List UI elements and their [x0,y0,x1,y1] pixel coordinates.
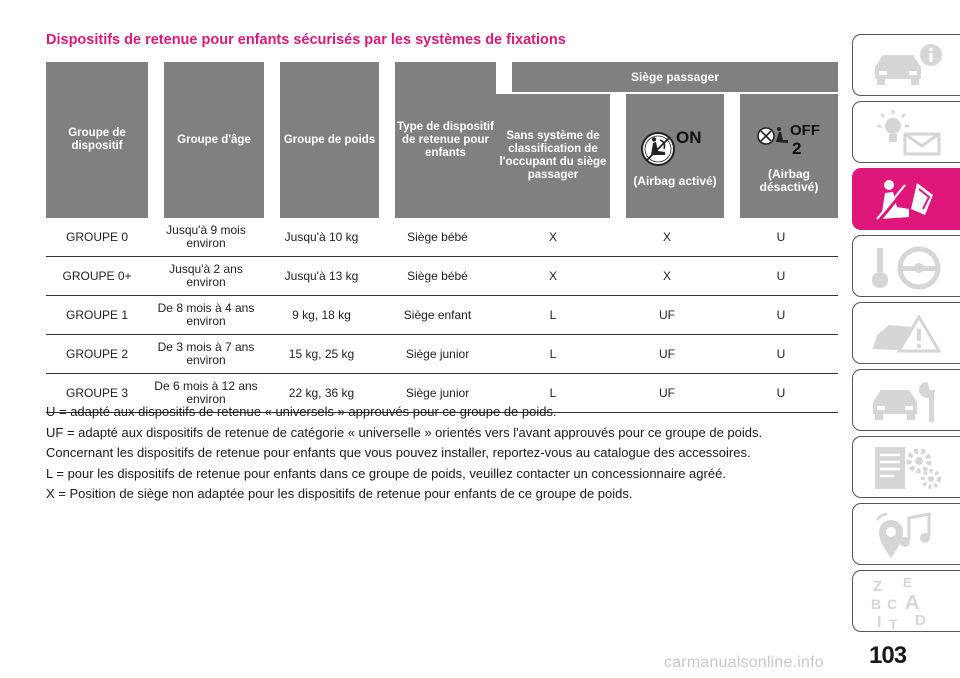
legend-item: L = pour les dispositifs de retenue pour enfants dans ce groupe de poids, veuillez contacter un concessionnaire agréé. [46,465,726,481]
cell-airbag-on: UF [610,374,724,413]
cell-airbag-on: UF [610,335,724,374]
table-row [46,218,838,257]
header-age: Groupe d'âge [148,62,264,218]
page-number: 103 [869,642,907,669]
cell-type: Siège bébé [379,257,496,296]
cell-age: Jusqu'à 9 mois environ [148,218,264,257]
header-passenger-seat: Siège passager [496,62,838,94]
cell-group: GROUPE 1 [46,296,148,335]
svg-text:A: A [905,592,920,614]
table-header-row [46,62,838,94]
cell-no-class: L [496,296,610,335]
svg-text:Z: Z [873,578,883,595]
cell-airbag-on: X [610,257,724,296]
header-no-classification: Sans système de classification de l'occupant du siège passager [496,94,610,218]
technical-data-icon [869,443,949,493]
tab-emergency[interactable] [852,302,960,364]
table-row [46,296,838,335]
cell-weight: 15 kg, 25 kg [264,335,379,374]
cell-type: Siège enfant [379,296,496,335]
cell-type: Siège bébé [379,218,496,257]
cell-no-class: X [496,218,610,257]
airbag-off-label: (Airbag désactivé) [759,167,819,194]
cell-age: De 3 mois à 7 ans environ [148,335,264,374]
tab-car-info[interactable] [852,34,960,96]
steering-key-icon [869,242,949,292]
cell-airbag-off: U [724,296,838,335]
table-row [46,257,838,296]
safety-airbag-icon [869,175,949,225]
cell-airbag-off: U [724,218,838,257]
cell-age: Jusqu'à 2 ans environ [148,257,264,296]
cell-group: GROUPE 3 [46,374,148,413]
legend-item: Concernant les dispositifs de retenue pour enfants que vous pouvez installer, reportez-vous au catalogue des accessoires. [46,445,751,461]
maintenance-icon [869,376,949,426]
cell-age: De 6 mois à 12 ans environ [148,374,264,413]
cell-weight: 22 kg, 36 kg [264,374,379,413]
cell-type: Siège junior [379,335,496,374]
watermark: carmanualsonline.info [664,654,824,671]
cell-weight: Jusqu'à 10 kg [264,218,379,257]
airbag-off-icon [750,118,828,162]
child-seat-table [46,62,838,413]
tab-multimedia[interactable] [852,503,960,565]
legend-item: UF = adapté aux dispositifs de retenue de catégorie « universelle » orientés vers l'avant approuvés pour ce groupe de poids. [46,424,763,440]
tab-warning-lights[interactable] [852,101,960,163]
cell-group: GROUPE 0 [46,218,148,257]
cell-no-class: X [496,257,610,296]
warning-lights-icon [869,108,949,158]
tab-index[interactable] [852,570,960,632]
cell-no-class: L [496,335,610,374]
svg-text:I: I [877,614,882,631]
cell-no-class: L [496,374,610,413]
airbag-on-icon [636,125,714,169]
cell-airbag-off: U [724,374,838,413]
emergency-icon [869,309,949,359]
legend-item: X = Position de siège non adaptée pour les dispositifs de retenue pour enfants de ce groupe de poids. [46,486,633,502]
cell-type: Siège junior [379,374,496,413]
cell-airbag-on: X [610,218,724,257]
page-title: Dispositifs de retenue pour enfants sécurisés par les systèmes de fixations [46,32,566,48]
tab-maintenance[interactable] [852,369,960,431]
svg-text:OFF: OFF [790,122,820,139]
legend-item: U = adapté aux dispositifs de retenue « universels » approuvés pour ce groupe de poids. [46,404,557,419]
header-airbag-on [610,94,724,218]
tab-safety[interactable] [852,168,960,230]
cell-weight: Jusqu'à 13 kg [264,257,379,296]
svg-text:T: T [889,616,898,632]
svg-text:B: B [871,596,882,612]
svg-text:E: E [903,577,912,590]
cell-group: GROUPE 0+ [46,257,148,296]
cell-airbag-on: UF [610,296,724,335]
header-weight: Groupe de poids [264,62,379,218]
multimedia-icon [869,510,949,560]
cell-airbag-off: U [724,257,838,296]
chapter-sidebar [852,34,960,678]
header-type: Type de dispositif de retenue pour enfants [379,62,496,218]
cell-age: De 8 mois à 4 ans environ [148,296,264,335]
header-airbag-off [724,94,838,218]
svg-text:C: C [887,596,898,612]
tab-starting-driving[interactable] [852,235,960,297]
cell-weight: 9 kg, 18 kg [264,296,379,335]
index-icon [869,577,949,633]
svg-text:ON: ON [676,127,702,147]
svg-text:2: 2 [792,139,802,158]
tab-technical-data[interactable] [852,436,960,498]
car-info-icon [869,41,949,91]
cell-airbag-off: U [724,335,838,374]
svg-text:D: D [915,612,926,629]
airbag-on-label: (Airbag activé) [633,173,717,188]
table-row [46,335,838,374]
header-group: Groupe de dispositif [46,62,148,218]
legend [46,402,846,505]
cell-group: GROUPE 2 [46,335,148,374]
